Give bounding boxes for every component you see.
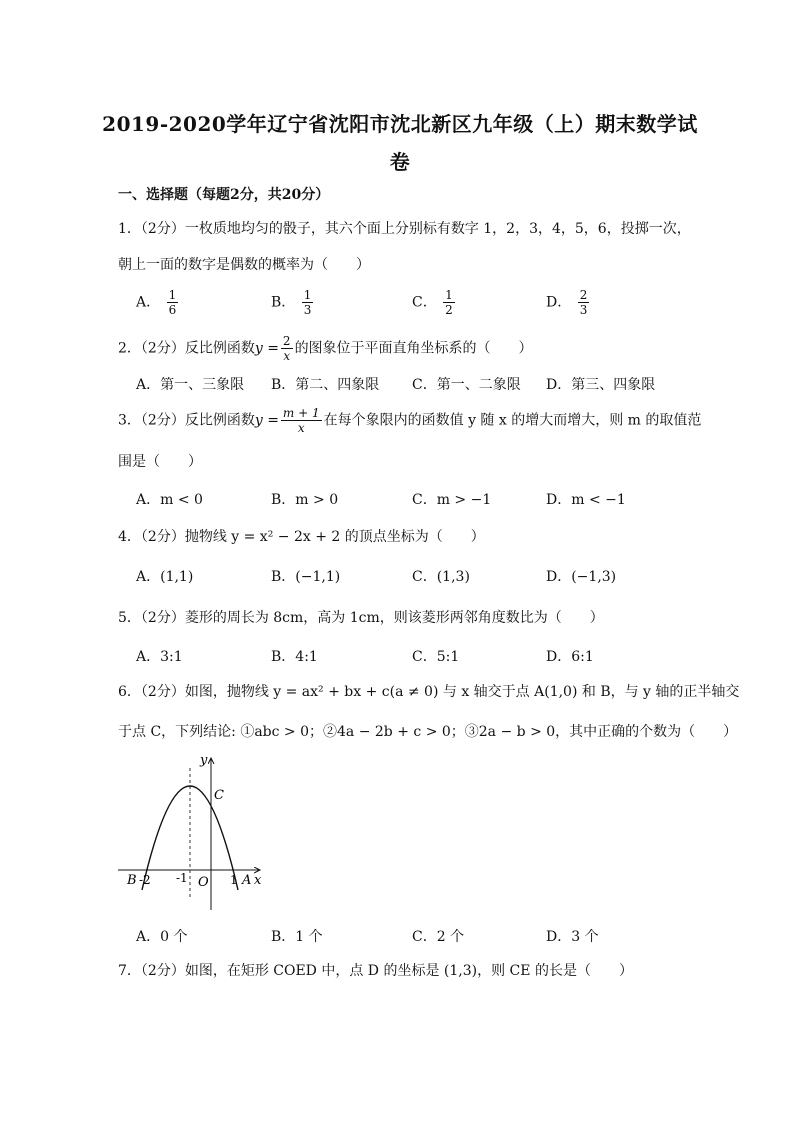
option-label: D． [546, 294, 572, 311]
y-axis-label: y [200, 753, 208, 768]
fraction-denominator: x [297, 421, 305, 435]
fraction-denominator: 3 [303, 303, 312, 317]
option-label: A． [136, 294, 161, 311]
q2-option-a: A．第一、三象限 [136, 377, 245, 393]
q6-line-2: 于点 C，下列结论: ①abc > 0；②4a − 2b + c > 0；③2a − b > 0，其中正确的个数为（ ） [118, 724, 738, 740]
fraction-denominator: 3 [579, 303, 588, 317]
q3-line-1 [118, 406, 701, 435]
fraction-numerator: 2 [579, 288, 588, 302]
point-c-label: C [214, 788, 224, 803]
origin-label: O [198, 875, 209, 890]
tick-label-neg2: -2 [139, 873, 151, 887]
q2-line [118, 334, 533, 363]
q3-option-b: B．m > 0 [271, 492, 339, 508]
q5-option-a: A．3:1 [136, 649, 183, 665]
q5-option-c: C．5:1 [412, 649, 460, 665]
q6-line-1: 6．（2分）如图，抛物线 y = ax² + bx + c(a ≠ 0) 与 x 轴交于点 A(1,0) 和 B，与 y 轴的正半轴交 [118, 684, 740, 700]
q4-option-b: B．(−1,1) [271, 569, 341, 585]
parabola-figure [110, 748, 280, 918]
q1-option-b [271, 288, 315, 317]
q4-option-c: C．(1,3) [412, 569, 470, 585]
fraction-numerator: 2 [282, 334, 291, 348]
q6-option-c: C．2 个 [412, 929, 465, 945]
fraction [167, 288, 179, 317]
q4-option-a: A．(1,1) [136, 569, 194, 585]
q5-option-b: B．4:1 [271, 649, 318, 665]
fraction-numerator: 1 [303, 288, 312, 302]
fraction [443, 288, 455, 317]
q2-option-b: B．第二、四象限 [271, 377, 380, 393]
tick-label-neg1: -1 [176, 871, 188, 885]
fraction [281, 334, 293, 363]
q3-option-d: D．m < −1 [546, 492, 626, 508]
fraction-numerator: 1 [445, 288, 453, 302]
fraction-denominator: x [283, 349, 291, 363]
q1-line-2: 朝上一面的数字是偶数的概率为（ ） [118, 257, 370, 273]
q2-option-c: C．第一、二象限 [412, 377, 521, 393]
q4-line: 4．（2分）抛物线 y = x² − 2x + 2 的顶点坐标为（ ） [118, 529, 485, 545]
fraction-numerator: 1 [168, 288, 177, 302]
q3-option-c: C．m > −1 [412, 492, 492, 508]
option-label: B． [271, 294, 296, 311]
q6-option-a: A．0 个 [136, 929, 188, 945]
point-a-label: A [242, 873, 252, 888]
q2-suffix: 的图象位于平面直角坐标系的（ ） [294, 340, 533, 357]
q5-option-d: D．6:1 [546, 649, 594, 665]
q7-line: 7．（2分）如图，在矩形 COED 中，点 D 的坐标是 (1,3)，则 CE 的长是（ ） [118, 963, 633, 979]
fraction [302, 288, 314, 317]
q1-option-d [546, 288, 591, 317]
x-axis-label: x [254, 873, 262, 888]
q5-line: 5．（2分）菱形的周长为 8cm，高为 1cm，则该菱形两邻角度数比为（ ） [118, 610, 604, 626]
q2-prefix: 2．（2分）反比例函数 [118, 340, 255, 357]
point-b-label: B [127, 873, 137, 888]
q3-function: y = [254, 412, 279, 429]
q3-suffix: 在每个象限内的函数值 y 随 x 的增大而增大，则 m 的取值范 [323, 412, 702, 429]
q3-option-a: A．m < 0 [136, 492, 203, 508]
fraction-denominator: 2 [445, 303, 453, 317]
option-label: C． [412, 294, 437, 311]
page-title-line-1: 2019-2020学年辽宁省沈阳市沈北新区九年级（上）期末数学试 [102, 112, 698, 136]
q1-option-a [136, 288, 180, 317]
q2-function: y = [254, 340, 279, 357]
q6-option-b: B．1 个 [271, 929, 323, 945]
fraction [578, 288, 590, 317]
q6-option-d: D．3 个 [546, 929, 599, 945]
q1-line-1: 1．（2分）一枚质地均匀的骰子，其六个面上分别标有数字 1，2，3，4，5，6，投掷一次， [118, 221, 691, 237]
page-title-line-2: 卷 [389, 150, 411, 174]
fraction [281, 406, 322, 435]
q4-option-d: D．(−1,3) [546, 569, 617, 585]
section-heading: 一、选择题（每题2分，共20分） [118, 187, 330, 203]
q2-option-d: D．第三、四象限 [546, 377, 656, 393]
fraction-numerator: m + 1 [282, 406, 320, 420]
q3-prefix: 3．（2分）反比例函数 [118, 412, 255, 429]
fraction-denominator: 6 [168, 303, 177, 317]
tick-label-1: 1 [230, 873, 238, 887]
q3-line-2: 围是（ ） [118, 454, 202, 470]
q1-option-c [412, 288, 457, 317]
